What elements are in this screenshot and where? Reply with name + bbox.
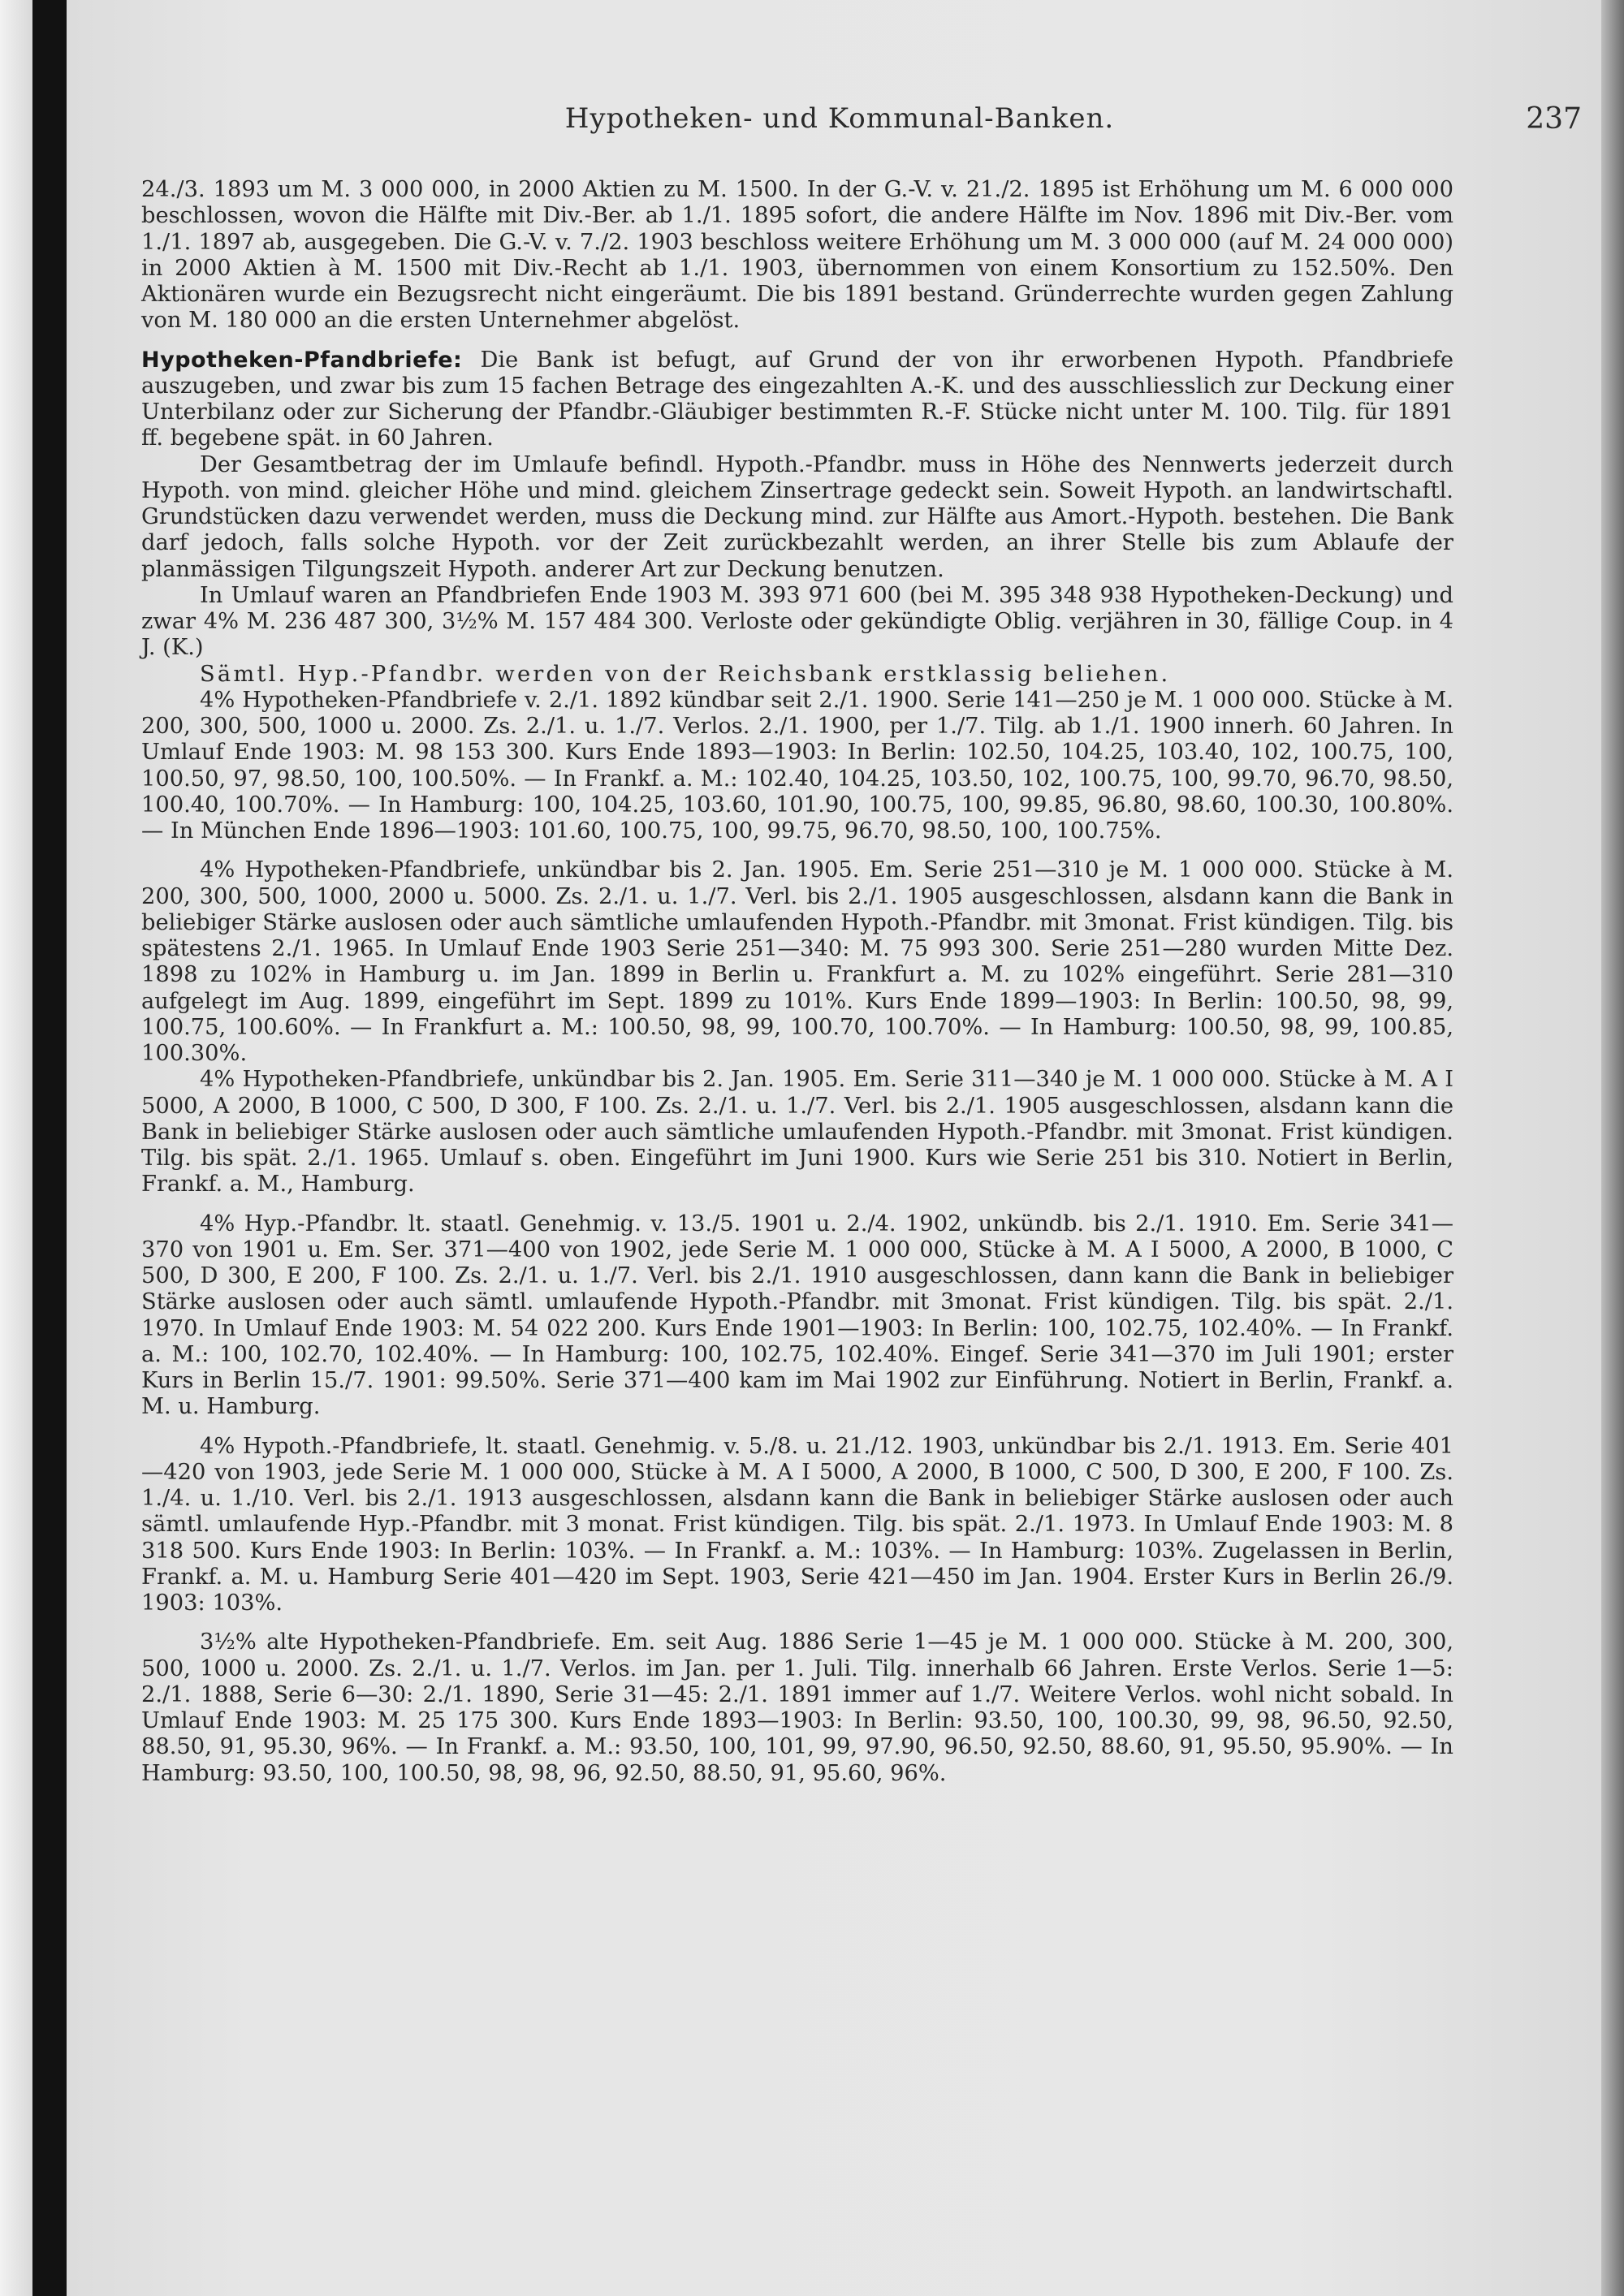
- running-head: Hypotheken- und Kommunal-Banken.: [564, 102, 1115, 135]
- paragraph-pfandbriefe-intro: [141, 347, 1453, 452]
- page-number: 237: [1526, 102, 1582, 136]
- paragraph-reichsbank: Sämtl. Hyp.-Pfandbr. werden von der Reichsbank erstklassig beliehen.: [200, 661, 1171, 687]
- paragraph-series-341-400: 4% Hyp.-Pfandbr. lt. staatl. Genehmig. v. 13./5. 1901 u. 2./4. 1902, unkündb. bis 2./1. 1910. Em. Serie 341—370 von 1901 u. Em. Ser. 371—400 von 1902, jede Serie M. 1 000 000, Stücke à M. A I 5000, A 2000, B 1000, C 500, D 300, E 200, F 100. Zs. 2./1. u. 1./7. Verl. bis 2./1. 1910 ausgeschlossen, dann kann die Bank in beliebiger Stärke auslosen oder auch sämtl. umlaufende Hypoth.-Pfandbr. mit 3monat. Frist kündigen. Tilg. bis spät. 2./1. 1970. In Umlauf Ende 1903: M. 54 022 200. Kurs Ende 1901—1903: In Berlin: 100, 102.75, 102.40%. — In Frankf. a. M.: 100, 102.70, 102.40%. — In Hamburg: 100, 102.75, 102.40%. Eingef. Serie 341—370 im Juli 1901; erster Kurs in Berlin 15./7. 1901: 99.50%. Serie 371—400 kam im Mai 1902 zur Einführung. Notiert in Berlin, Frankf. a. M. u. Hamburg.: [141, 1211, 1453, 1420]
- page-edge-left: [0, 0, 32, 2296]
- paragraph-series-141-250: 4% Hypotheken-Pfandbriefe v. 2./1. 1892 kündbar seit 2./1. 1900. Serie 141—250 je M. 1 000 000. Stücke à M. 200, 300, 500, 1000 u. 2000. Zs. 2./1. u. 1./7. Verlos. 2./1. 1900, per 1./7. Tilg. ab 1./1. 1900 innerh. 60 Jahren. In Umlauf Ende 1903: M. 98 153 300. Kurs Ende 1893—1903: In Berlin: 102.50, 104.25, 103.40, 102, 100.75, 100, 100.50, 97, 98.50, 100, 100.50%. — In Frankf. a. M.: 102.40, 104.25, 103.50, 102, 100.75, 100, 99.70, 96.70, 98.50, 100.40, 100.70%. — In Hamburg: 100, 104.25, 103.60, 101.90, 100.75, 100, 99.85, 96.80, 98.60, 100.30, 100.80%. — In München Ende 1896—1903: 101.60, 100.75, 100, 99.75, 96.70, 98.50, 100, 100.75%.: [141, 687, 1453, 844]
- paragraph-series-401-450: 4% Hypoth.-Pfandbriefe, lt. staatl. Genehmig. v. 5./8. u. 21./12. 1903, unkündbar bis 2./1. 1913. Em. Serie 401—420 von 1903, jede Serie M. 1 000 000, Stücke à M. A I 5000, A 2000, B 1000, C 500, D 300, E 200, F 100. Zs. 1./4. u. 1./10. Verl. bis 2./1. 1913 ausgeschlossen, alsdann kann die Bank in beliebiger Stärke auslosen oder auch sämtl. umlaufende Hyp.-Pfandbr. mit 3 monat. Frist kündigen. Tilg. bis spät. 2./1. 1973. In Umlauf Ende 1903: M. 8 318 500. Kurs Ende 1903: In Berlin: 103%. — In Frankf. a. M.: 103%. — In Hamburg: 103%. Zugelassen in Berlin, Frankf. a. M. u. Hamburg Serie 401—420 im Sept. 1903, Serie 421—450 im Jan. 1904. Erster Kurs in Berlin 26./9. 1903: 103%.: [141, 1433, 1453, 1616]
- paragraph-coverage: Der Gesamtbetrag der im Umlaufe befindl. Hypoth.-Pfandbr. muss in Höhe des Nennwerts jederzeit durch Hypoth. von mind. gleicher Höhe und mind. gleichem Zinsertrage gedeckt sein. Soweit Hypoth. an landwirtschaftl. Grundstücken dazu verwendet werden, muss die Deckung mind. zur Hälfte aus Amort.-Hypoth. bestehen. Die Bank darf jedoch, falls solche Hypoth. vor der Zeit zurückbezahlt werden, an ihrer Stelle bis zum Ablaufe der planmässigen Tilgungszeit Hypoth. anderer Art zur Deckung benutzen.: [141, 451, 1453, 582]
- paragraph-series-311-340: 4% Hypotheken-Pfandbriefe, unkündbar bis 2. Jan. 1905. Em. Serie 311—340 je M. 1 000 000. Stücke à M. A I 5000, A 2000, B 1000, C 500, D 300, F 100. Zs. 2./1. u. 1./7. Verl. bis 2./1. 1905 ausgeschlossen, alsdann kann die Bank in beliebiger Stärke auslosen oder auch sämtliche umlaufenden Hypoth.-Pfandbr. mit 3monat. Frist kündigen. Tilg. bis spät. 2./1. 1965. Umlauf s. oben. Eingeführt im Juni 1900. Kurs wie Serie 251 bis 310. Notiert in Berlin, Frankf. a. M., Hamburg.: [141, 1067, 1453, 1198]
- page-body: [141, 177, 1453, 1787]
- paragraph-series-1-45: 3½% alte Hypotheken-Pfandbriefe. Em. seit Aug. 1886 Serie 1—45 je M. 1 000 000. Stücke à M. 200, 300, 500, 1000 u. 2000. Zs. 2./1. u. 1./7. Verlos. im Jan. per 1. Juli. Tilg. innerhalb 66 Jahren. Erste Verlos. Serie 1—5: 2./1. 1888, Serie 6—30: 2./1. 1890, Serie 31—45: 2./1. 1891 immer auf 1./7. Weitere Verlos. wohl nicht sobald. In Umlauf Ende 1903: M. 25 175 300. Kurs Ende 1893—1903: In Berlin: 93.50, 100, 100.30, 99, 98, 96.50, 92.50, 88.50, 91, 95.30, 96%. — In Frankf. a. M.: 93.50, 100, 101, 99, 97.90, 96.50, 92.50, 88.60, 91, 95.50, 95.90%. — In Hamburg: 93.50, 100, 100.50, 98, 98, 96, 92.50, 88.50, 91, 95.60, 96%.: [141, 1629, 1453, 1786]
- paragraph-capital-history: 24./3. 1893 um M. 3 000 000, in 2000 Aktien zu M. 1500. In der G.-V. v. 21./2. 1895 ist Erhöhung um M. 6 000 000 beschlossen, wovon die Hälfte mit Div.-Ber. ab 1./1. 1895 sofort, die andere Hälfte im Nov. 1896 mit Div.-Ber. vom 1./1. 1897 ab, ausgegeben. Die G.-V. v. 7./2. 1903 beschloss weitere Erhöhung um M. 3 000 000 (auf M. 24 000 000) in 2000 Aktien à M. 1500 mit Div.-Recht ab 1./1. 1903, übernommen von einem Konsortium zu 152.50%. Den Aktionären wurde ein Bezugsrecht nicht eingeräumt. Die bis 1891 bestand. Gründerrechte wurden gegen Zahlung von M. 180 000 an die ersten Unternehmer abgelöst.: [141, 177, 1453, 334]
- section-lead-text: Die Bank ist befugt, auf Grund der von ihr erworbenen Hypoth. Pfandbriefe auszugeben, und zwar bis zum 15 fachen Betrage des eingezahlten A.-K. und des ausschliesslich zur Deckung einer Unterbilanz oder zur Sicherung der Pfandbr.-Gläubiger bestimmten R.-F. Stücke nicht unter M. 100. Tilg. für 1891 ff. begebene spät. in 60 Jahren.: [141, 347, 1453, 451]
- page-header: [97, 102, 1582, 143]
- section-lead: Hypotheken-Pfandbriefe:: [141, 347, 463, 373]
- paragraph-series-251-310: 4% Hypotheken-Pfandbriefe, unkündbar bis 2. Jan. 1905. Em. Serie 251—310 je M. 1 000 000. Stücke à M. 200, 300, 500, 1000, 2000 u. 5000. Zs. 2./1. u. 1./7. Verl. bis 2./1. 1905 ausgeschlossen, alsdann kann die Bank in beliebiger Stärke auslosen oder auch sämtliche umlaufenden Hypoth.-Pfandbr. mit 3monat. Frist kündigen. Tilg. bis spätestens 2./1. 1965. In Umlauf Ende 1903 Serie 251—340: M. 75 993 300. Serie 251—280 wurden Mitte Dez. 1898 zu 102% in Hamburg u. im Jan. 1899 in Berlin u. Frankfurt a. M. zu 102% eingeführt. Serie 281—310 aufgelegt im Aug. 1899, eingeführt im Sept. 1899 zu 101%. Kurs Ende 1899—1903: In Berlin: 100.50, 98, 99, 100.75, 100.60%. — In Frankfurt a. M.: 100.50, 98, 99, 100.70, 100.70%. — In Hamburg: 100.50, 98, 99, 100.85, 100.30%.: [141, 857, 1453, 1066]
- book-spine-edge: [1601, 0, 1624, 2296]
- paragraph-circulation: In Umlauf waren an Pfandbriefen Ende 1903 M. 393 971 600 (bei M. 395 348 938 Hypotheken-Deckung) und zwar 4% M. 236 487 300, 3½% M. 157 484 300. Verloste oder gekündigte Oblig. verjähren in 30, fällige Coup. in 4 J. (K.): [141, 582, 1453, 661]
